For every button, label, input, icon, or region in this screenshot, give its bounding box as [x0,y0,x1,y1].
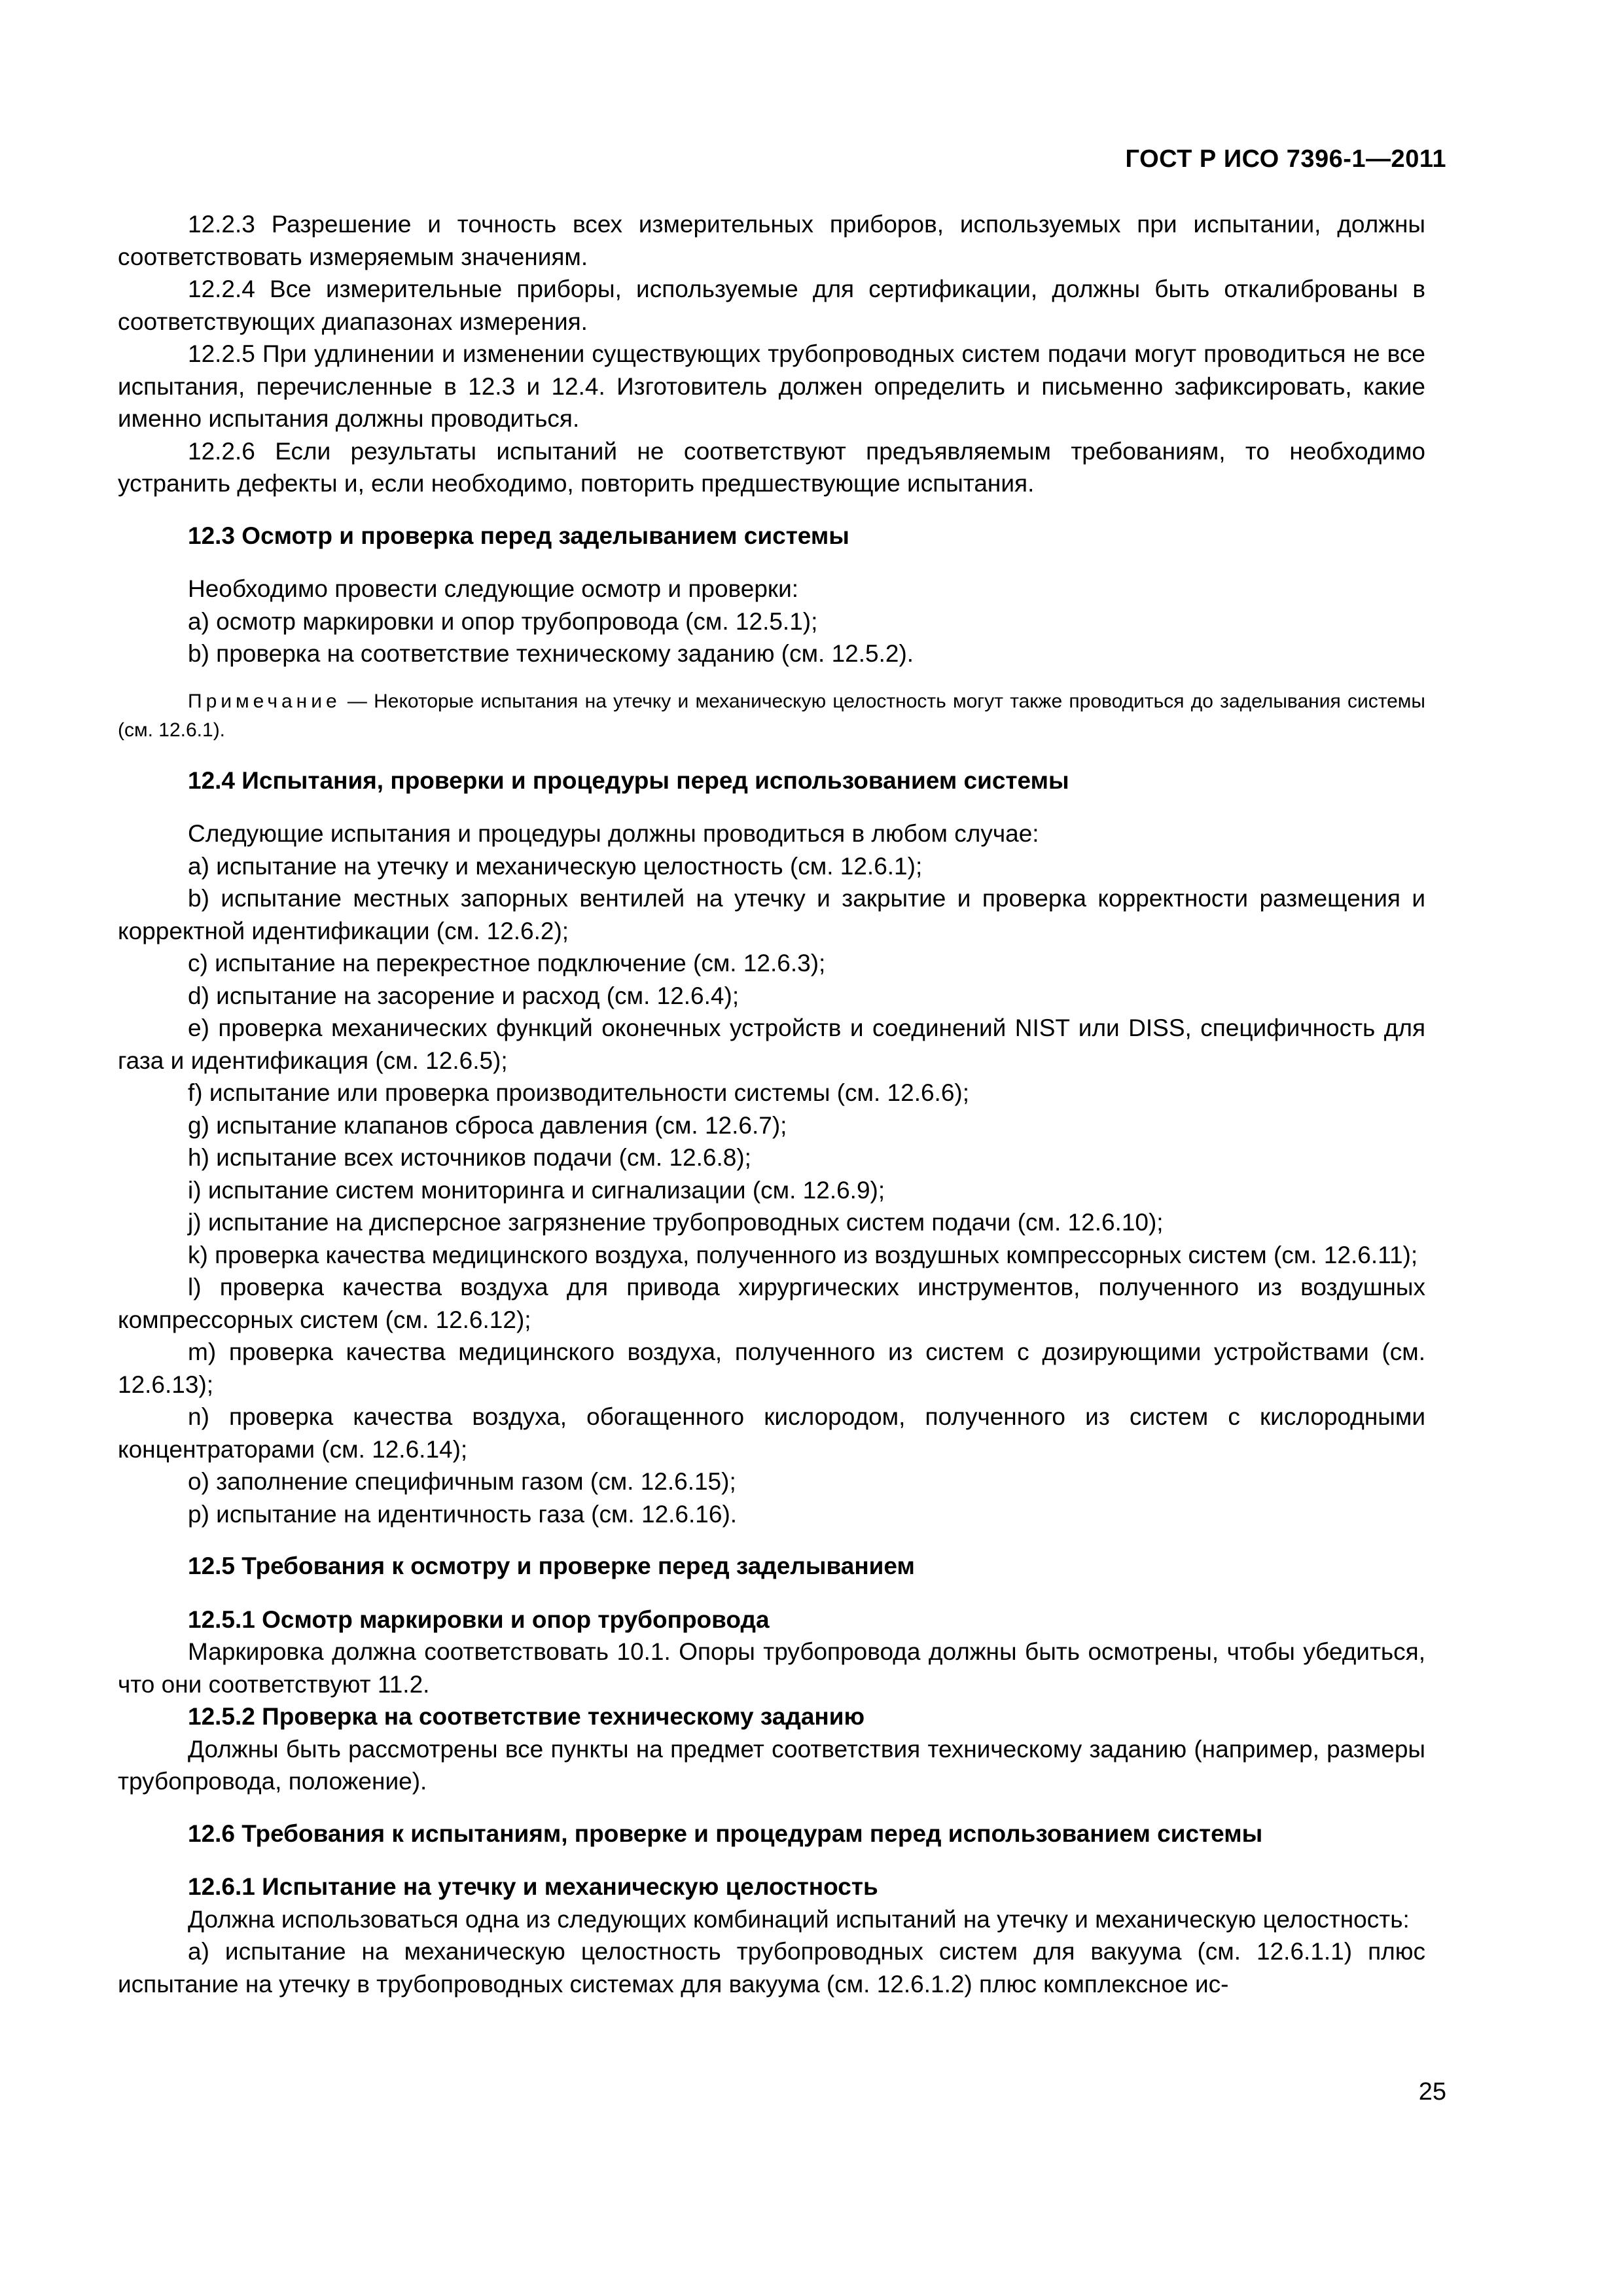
note-label: Примечание [188,690,341,712]
heading-12-6: 12.6 Требования к испытаниям, проверке и процедурам перед использованием системы [188,1820,1263,1847]
page-number: 25 [1418,2078,1446,2106]
note [118,687,1425,745]
heading-12-6-1: 12.6.1 Испытание на утечку и механическую целостность [188,1873,878,1900]
list-item: c) испытание на перекрестное подключение (см. 12.6.3); [188,950,826,977]
paragraph-12-2-4: 12.2.4 Все измерительные приборы, используемые для сертификации, должны быть откалиброваны в соответствующих диапазонах измерения. [118,276,1425,335]
document-code-header: ГОСТ Р ИСО 7396-1—2011 [1125,145,1446,173]
list-item: f) испытание или проверка производительности системы (см. 12.6.6); [188,1079,970,1106]
list-item: h) испытание всех источников подачи (см. 12.6.8); [188,1144,751,1171]
section-12-4-intro: Следующие испытания и процедуры должны проводиться в любом случае: [188,820,1039,847]
paragraph-12-2-6: 12.2.6 Если результаты испытаний не соответствуют предъявляемым требованиям, то необходимо устранить дефекты и, если необходимо, повторить предшествующие испытания. [118,437,1425,497]
list-item: b) проверка на соответствие техническому заданию (см. 12.5.2). [188,640,914,667]
list-item: p) испытание на идентичность газа (см. 12.6.16). [188,1500,738,1528]
paragraph-12-2-5: 12.2.5 При удлинении и изменении существующих трубопроводных систем подачи могут проводиться не все испытания, перечисленные в 12.3 и 12.4. Изготовитель должен определить и письменно зафиксировать, какие именно испытания должны проводиться. [118,340,1425,432]
paragraph-12-2-3: 12.2.3 Разрешение и точность всех измерительных приборов, используемых при испытании, должны соответствовать измеряемым значениям. [118,211,1425,270]
heading-12-5-2: 12.5.2 Проверка на соответствие техническому заданию [188,1703,865,1730]
heading-12-5: 12.5 Требования к осмотру и проверке перед заделыванием [188,1552,915,1579]
page-body [118,208,1425,2000]
list-item: g) испытание клапанов сброса давления (см. 12.6.7); [188,1111,787,1139]
list-item: m) проверка качества медицинского воздуха, полученного из систем с дозирующими устройствами (см. 12.6.13); [118,1338,1425,1398]
list-item: o) заполнение специфичным газом (см. 12.6.15); [188,1468,736,1495]
list-item: a) испытание на утечку и механическую целостность (см. 12.6.1); [188,852,923,880]
section-12-3-intro: Необходимо провести следующие осмотр и проверки: [188,575,799,602]
list-item: j) испытание на дисперсное загрязнение трубопроводных систем подачи (см. 12.6.10); [188,1209,1164,1236]
list-item: i) испытание систем мониторинга и сигнализации (см. 12.6.9); [188,1176,885,1204]
list-item: n) проверка качества воздуха, обогащенного кислородом, полученного из систем с кислородными концентраторами (см. 12.6.14); [118,1403,1425,1463]
heading-12-3: 12.3 Осмотр и проверка перед заделыванием системы [188,522,849,549]
list-item: b) испытание местных запорных вентилей на утечку и закрытие и проверка корректности размещения и корректной идентификации (см. 12.6.2); [118,885,1425,944]
heading-12-4: 12.4 Испытания, проверки и процедуры перед использованием системы [188,766,1069,794]
paragraph-12-5-1: Маркировка должна соответствовать 10.1. Опоры трубопровода должны быть осмотрены, чтобы убедиться, что они соответствуют 11.2. [118,1638,1425,1698]
heading-12-5-1: 12.5.1 Осмотр маркировки и опор трубопровода [188,1605,770,1633]
list-item: a) осмотр маркировки и опор трубопровода (см. 12.5.1); [188,607,818,635]
paragraph-12-6-1: Должна использоваться одна из следующих комбинаций испытаний на утечку и механическую целостность: [188,1905,1410,1933]
note-text: — Некоторые испытания на утечку и механическую целостность могут также проводиться до заделывания системы (см. 12.6.1). [118,690,1425,741]
list-item: a) испытание на механическую целостность трубопроводных систем для вакуума (см. 12.6.1.1) плюс испытание на утечку в трубопроводных системах для вакуума (см. 12.6.1.2) плюс комплексное ис- [118,1938,1425,1998]
list-item: d) испытание на засорение и расход (см. 12.6.4); [188,982,740,1009]
paragraph-12-5-2: Должны быть рассмотрены все пункты на предмет соответствия техническому заданию (например, размеры трубопровода, положение). [118,1735,1425,1795]
list-item: e) проверка механических функций оконечных устройств и соединений NIST или DISS, специфичность для газа и идентификация (см. 12.6.5); [118,1014,1425,1074]
list-item: l) проверка качества воздуха для привода хирургических инструментов, полученного из воздушных компрессорных систем (см. 12.6.12); [118,1274,1425,1333]
list-item: k) проверка качества медицинского воздуха, полученного из воздушных компрессорных систем (см. 12.6.11); [188,1241,1418,1268]
